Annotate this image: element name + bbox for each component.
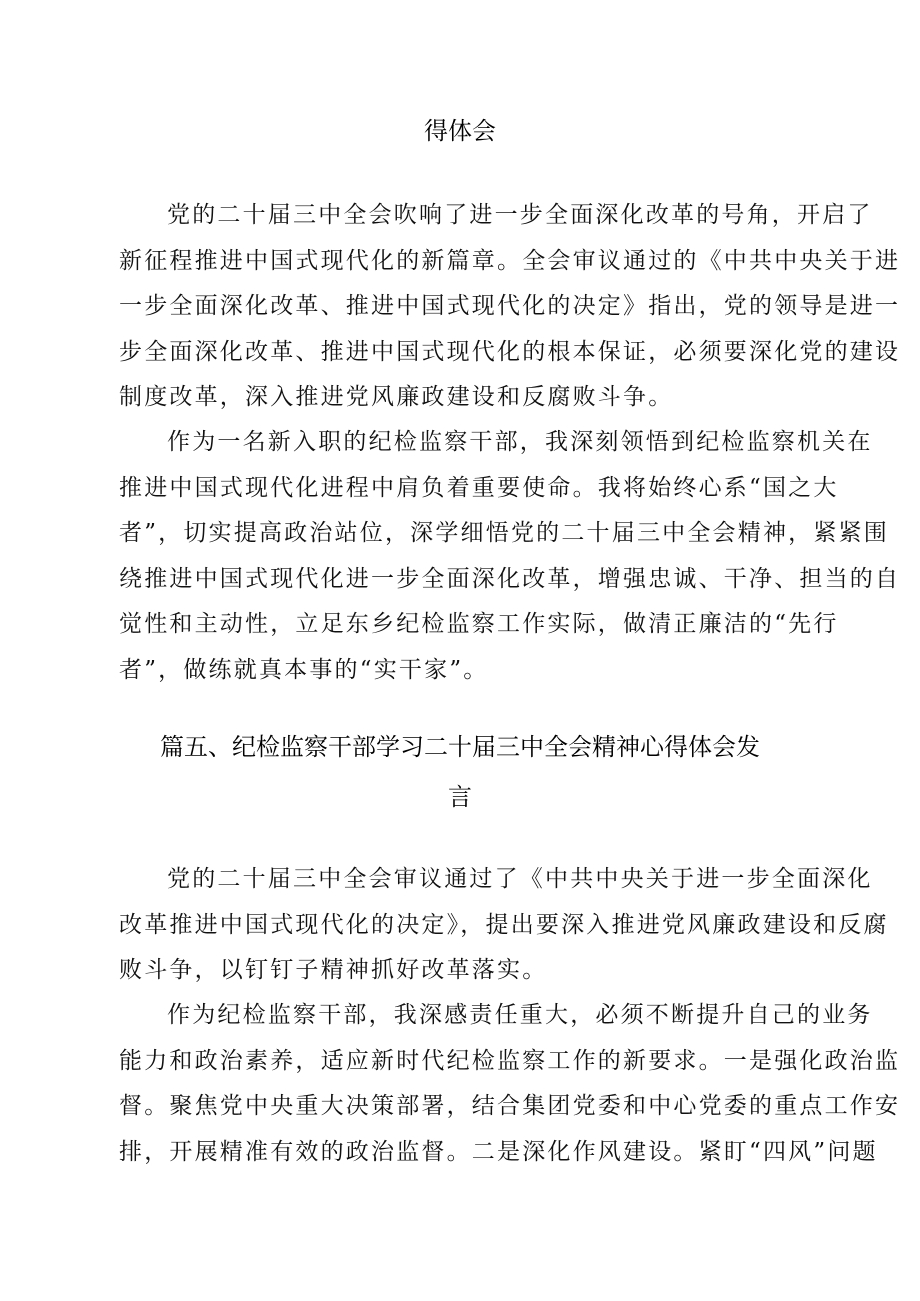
section1-paragraph-2 bbox=[119, 420, 901, 693]
paragraph-line: 者”，切实提高政治站位，深学细悟党的二十届三中全会精神，紧紧围 bbox=[119, 520, 889, 546]
section2-paragraph-2 bbox=[119, 993, 901, 1175]
paragraph-line: 绕推进中国式现代化进一步全面深化改革，增强忠诚、干净、担当的自 bbox=[119, 565, 901, 592]
paragraph-line: 者”，做练就真本事的“实干家”。 bbox=[119, 656, 489, 683]
paragraph-line: 新征程推进中国式现代化的新篇章。全会审议通过的《中共中央关于进 bbox=[119, 247, 901, 274]
paragraph-line: 制度改革，深入推进党风廉政建设和反腐败斗争。 bbox=[119, 384, 674, 410]
paragraph-line: 作为纪检监察干部，我深感责任重大，必须不断提升自己的业务 bbox=[167, 1002, 873, 1028]
section-title-tail: 得体会 bbox=[424, 117, 496, 145]
section-title bbox=[0, 722, 920, 822]
paragraph-line: 督。聚焦党中央重大决策部署，结合集团党委和中心党委的重点工作安 bbox=[119, 1093, 901, 1119]
paragraph-line: 改革推进中国式现代化的决定》，提出要深入推进党风廉政建设和反腐 bbox=[119, 911, 889, 938]
section1-paragraph-1 bbox=[119, 193, 901, 421]
section-title-line-1: 篇五、纪检监察干部学习二十届三中全会精神心得体会发 bbox=[160, 733, 760, 761]
section-title-continuation bbox=[0, 106, 920, 156]
section2-paragraph-1 bbox=[119, 857, 889, 994]
paragraph-line: 党的二十届三中全会审议通过了《中共中央关于进一步全面深化 bbox=[167, 866, 873, 892]
paragraph-line: 能力和政治素养，适应新时代纪检监察工作的新要求。一是强化政治监 bbox=[119, 1047, 901, 1074]
paragraph-line: 一步全面深化改革、推进中国式现代化的决定》指出，党的领导是进一 bbox=[119, 293, 901, 319]
section-title-line-2: 言 bbox=[448, 783, 472, 811]
paragraph-line: 推进中国式现代化进程中肩负着重要使命。我将始终心系“国之大 bbox=[119, 474, 839, 501]
paragraph-line: 党的二十届三中全会吹响了进一步全面深化改革的号角，开启了 bbox=[167, 202, 873, 228]
paragraph-line: 排，开展精准有效的政治监督。二是深化作风建设。紧盯“四风”问题 bbox=[119, 1138, 878, 1165]
paragraph-line: 步全面深化改革、推进中国式现代化的根本保证，必须要深化党的建设 bbox=[119, 338, 901, 365]
paragraph-line: 作为一名新入职的纪检监察干部，我深刻领悟到纪检监察机关在 bbox=[167, 429, 873, 455]
paragraph-line: 败斗争，以钉钉子精神抓好改革落实。 bbox=[119, 957, 548, 983]
paragraph-line: 觉性和主动性，立足东乡纪检监察工作实际，做清正廉洁的“先行 bbox=[119, 611, 839, 637]
